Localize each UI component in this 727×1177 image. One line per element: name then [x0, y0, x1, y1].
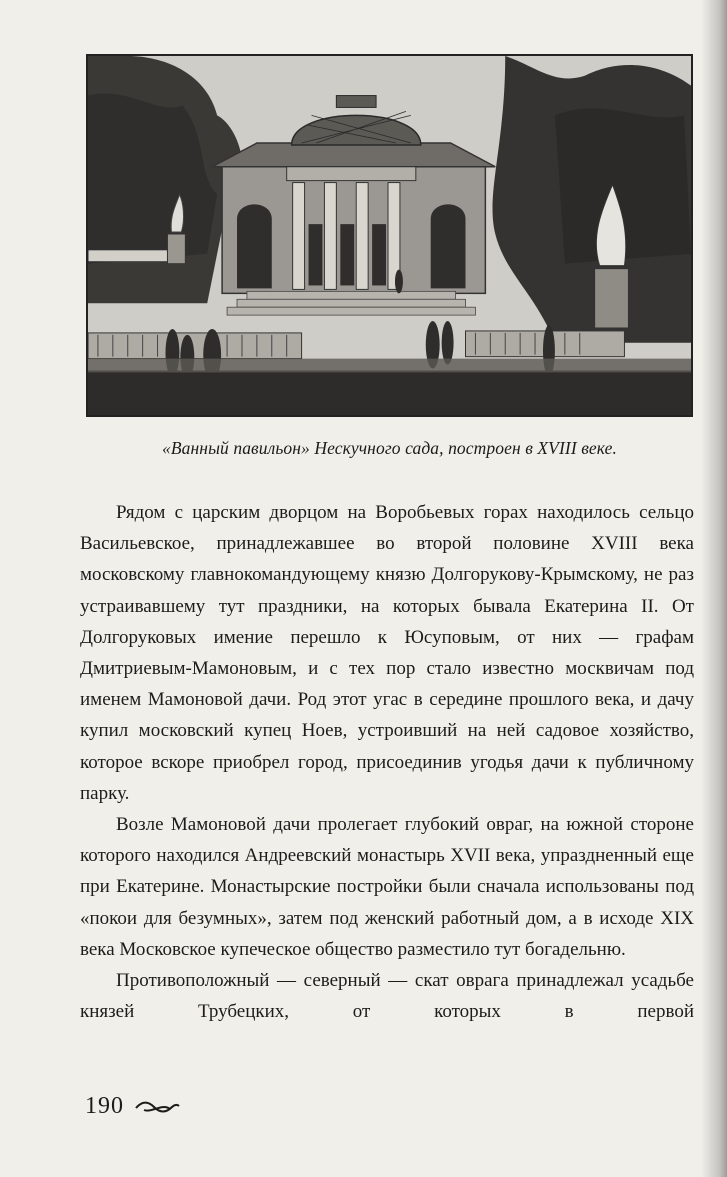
page-number: 190 [85, 1093, 124, 1119]
page-footer [85, 1093, 180, 1120]
figure-caption: «Ванный павильон» Нескучного сада, построен в XVIII веке. [162, 438, 617, 458]
page-edge-shadow [701, 0, 727, 1177]
engraving-bath-pavilion-icon [88, 56, 691, 415]
paragraph: Возле Мамоновой дачи пролегает глубокий овраг, на южной стороне которого находился Андреевский монастырь XVII века, упраздненный еще при Екатерине. Монастырские постройки были сначала использованы под «покои для безумных», затем под женский работный дом, а в исходе XIX века Московское купеческое общество разместило тут богадельню. [80, 814, 694, 960]
body-text [80, 497, 694, 1027]
paragraph: Рядом с царским дворцом на Воробьевых горах находилось сельцо Васильевское, принадлежавшее во второй половине XVIII века московскому главнокомандующему князю Долгорукову-Крымскому, не раз устраивавшему тут праздники, на которых бывала Екатерина II. От Долгоруковых имение перешло к Юсуповым, от них — графам Дмитриевым-Мамоновым, и с тех пор стало известно москвичам под именем Мамоновой дачи. Род этот угас в середине прошлого века, и дачу купил московский купец Ноев, устроивший на ней садовое хозяйство, которое вскоре приобрел город, присоединив угодья дачи к публичному парку. [80, 502, 694, 804]
illustration [86, 54, 693, 417]
paragraph: Противоположный — северный — скат оврага принадлежал усадьбе князей Трубецких, от которых в первой [80, 970, 694, 1023]
swash-ornament-icon [134, 1099, 180, 1115]
